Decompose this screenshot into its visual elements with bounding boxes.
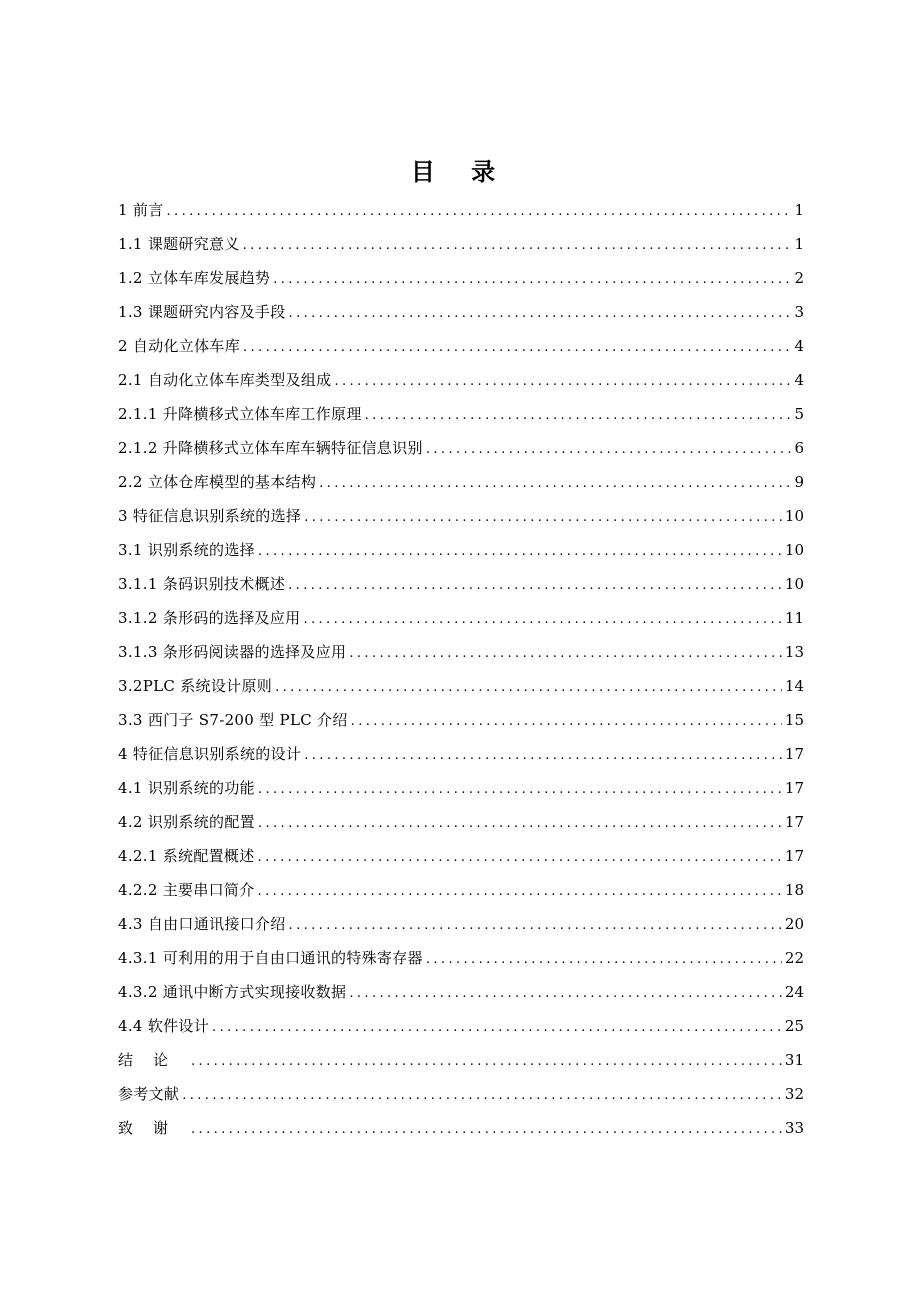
toc-leader-dots <box>304 501 782 535</box>
toc-leader-dots <box>258 841 782 875</box>
toc-entry <box>118 567 804 601</box>
toc-leader-dots <box>167 195 792 229</box>
toc-entry-page: 24 <box>784 983 804 1001</box>
toc-leader-dots <box>258 773 782 807</box>
page-title: 目 录 <box>410 158 510 186</box>
toc-entry-page: 6 <box>794 439 804 457</box>
toc-entry-text: 1 前言 <box>118 201 164 219</box>
toc-entry-page: 15 <box>784 711 804 729</box>
toc-entry-page: 10 <box>784 541 804 559</box>
toc-entry <box>118 329 804 363</box>
toc-entry <box>118 465 804 499</box>
toc-entry-text: 3 特征信息识别系统的选择 <box>118 507 302 525</box>
toc-entry <box>118 533 804 567</box>
toc-entry <box>118 261 804 295</box>
toc-entry-text: 4.2.2 主要串口简介 <box>118 881 255 899</box>
toc-entry <box>118 227 804 261</box>
toc-entry-text: 3.1.2 条形码的选择及应用 <box>118 609 301 627</box>
toc-entry-page: 1 <box>794 235 804 253</box>
toc-entry-text: 3.2PLC 系统设计原则 <box>118 677 273 695</box>
toc-leader-dots <box>304 739 782 773</box>
toc-entry <box>118 431 804 465</box>
toc-leader-dots <box>191 1045 782 1079</box>
toc-leader-dots <box>426 433 792 467</box>
toc-entry <box>118 1043 804 1077</box>
toc-entry-page: 33 <box>784 1119 804 1137</box>
toc-entry-text: 4.3.2 通讯中断方式实现接收数据 <box>118 983 347 1001</box>
toc-list <box>118 193 804 1145</box>
toc-entry-page: 11 <box>784 609 804 627</box>
toc-leader-dots <box>243 229 792 263</box>
toc-entry-page: 2 <box>794 269 804 287</box>
toc-entry-page: 5 <box>794 405 804 423</box>
toc-entry <box>118 635 804 669</box>
toc-entry-page: 25 <box>784 1017 804 1035</box>
toc-entry-page: 3 <box>794 303 804 321</box>
toc-leader-dots <box>275 671 782 705</box>
toc-entry-page: 13 <box>784 643 804 661</box>
toc-leader-dots <box>191 1113 782 1147</box>
toc-entry <box>118 193 804 227</box>
toc-leader-dots <box>243 331 791 365</box>
toc-entry <box>118 737 804 771</box>
toc-entry-page: 17 <box>784 847 804 865</box>
toc-entry-text: 2.1.2 升降横移式立体车库车辆特征信息识别 <box>118 439 423 457</box>
toc-entry <box>118 975 804 1009</box>
toc-leader-dots <box>349 977 782 1011</box>
toc-entry-text: 致谢 <box>118 1119 189 1137</box>
toc-entry-page: 31 <box>784 1051 804 1069</box>
toc-leader-dots <box>319 467 791 501</box>
toc-entry-text: 1.3 课题研究内容及手段 <box>118 303 286 321</box>
toc-entry <box>118 1009 804 1043</box>
toc-entry-text: 4 特征信息识别系统的设计 <box>118 745 302 763</box>
toc-leader-dots <box>182 1079 782 1113</box>
toc-leader-dots <box>351 705 782 739</box>
toc-entry-text: 1.2 立体车库发展趋势 <box>118 269 271 287</box>
toc-entry-text: 4.2 识别系统的配置 <box>118 813 255 831</box>
toc-entry-page: 1 <box>794 201 804 219</box>
toc-entry <box>118 839 804 873</box>
toc-entry <box>118 805 804 839</box>
toc-leader-dots <box>258 535 782 569</box>
toc-entry <box>118 295 804 329</box>
toc-entry-text: 参考文献 <box>118 1085 180 1103</box>
toc-entry-text: 2 自动化立体车库 <box>118 337 241 355</box>
toc-leader-dots <box>258 875 782 909</box>
toc-leader-dots <box>273 263 791 297</box>
toc-entry <box>118 499 804 533</box>
toc-leader-dots <box>212 1011 782 1045</box>
toc-leader-dots <box>288 569 782 603</box>
toc-entry-page: 10 <box>784 507 804 525</box>
toc-entry <box>118 703 804 737</box>
toc-leader-dots <box>365 399 792 433</box>
toc-entry-page: 9 <box>794 473 804 491</box>
toc-leader-dots <box>289 909 782 943</box>
toc-entry-text: 3.1.1 条码识别技术概述 <box>118 575 286 593</box>
toc-entry-text: 4.1 识别系统的功能 <box>118 779 255 797</box>
toc-entry-text: 3.1.3 条形码阅读器的选择及应用 <box>118 643 347 661</box>
toc-entry-page: 17 <box>784 779 804 797</box>
toc-entry-text: 4.4 软件设计 <box>118 1017 210 1035</box>
toc-entry <box>118 601 804 635</box>
toc-entry-page: 18 <box>784 881 804 899</box>
toc-entry <box>118 1077 804 1111</box>
toc-leader-dots <box>303 603 781 637</box>
toc-entry-text: 结论 <box>118 1051 189 1069</box>
toc-entry-text: 4.2.1 系统配置概述 <box>118 847 255 865</box>
toc-entry-text: 1.1 课题研究意义 <box>118 235 240 253</box>
toc-entry <box>118 397 804 431</box>
toc-entry-text: 3.1 识别系统的选择 <box>118 541 255 559</box>
toc-entry-page: 17 <box>784 813 804 831</box>
toc-entry-text: 2.1 自动化立体车库类型及组成 <box>118 371 332 389</box>
toc-leader-dots <box>289 297 792 331</box>
toc-entry-text: 4.3.1 可利用的用于自由口通讯的特殊寄存器 <box>118 949 423 967</box>
toc-entry <box>118 771 804 805</box>
toc-entry <box>118 1111 804 1145</box>
toc-entry-page: 17 <box>784 745 804 763</box>
toc-entry <box>118 363 804 397</box>
toc-entry-page: 22 <box>784 949 804 967</box>
toc-entry-page: 20 <box>784 915 804 933</box>
toc-entry <box>118 941 804 975</box>
toc-entry-page: 32 <box>784 1085 804 1103</box>
toc-entry <box>118 907 804 941</box>
toc-entry <box>118 669 804 703</box>
toc-entry-text: 3.3 西门子 S7-200 型 PLC 介绍 <box>118 711 348 729</box>
toc-entry-text: 2.1.1 升降横移式立体车库工作原理 <box>118 405 362 423</box>
toc-leader-dots <box>426 943 782 977</box>
toc-entry-text: 4.3 自由口通讯接口介绍 <box>118 915 286 933</box>
toc-entry-page: 10 <box>784 575 804 593</box>
toc-entry-text: 2.2 立体仓库模型的基本结构 <box>118 473 317 491</box>
toc-entry-page: 4 <box>794 337 804 355</box>
toc-entry-page: 4 <box>794 371 804 389</box>
toc-leader-dots <box>349 637 782 671</box>
toc-entry-page: 14 <box>784 677 804 695</box>
toc-entry <box>118 873 804 907</box>
toc-leader-dots <box>258 807 782 841</box>
toc-leader-dots <box>334 365 791 399</box>
